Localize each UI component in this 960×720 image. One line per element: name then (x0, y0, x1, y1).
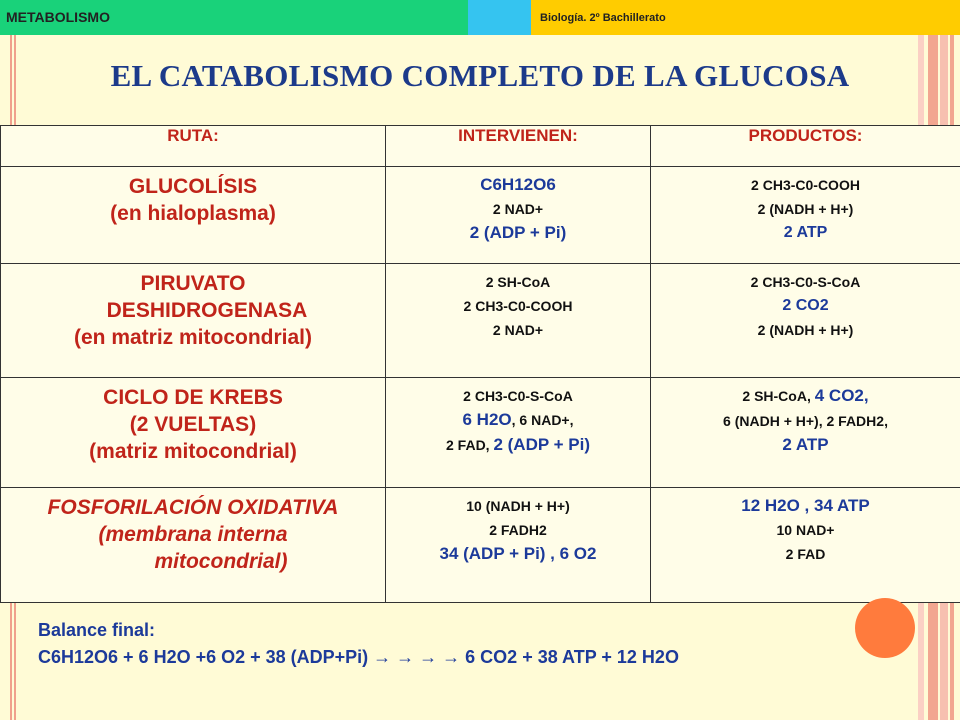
productos-cell: 2 SH-CoA, 4 CO2, 6 (NADH + H+), 2 FADH2, 2 ATP (651, 378, 960, 488)
header-productos: PRODUCTOS: (651, 126, 960, 167)
balance-label: Balance final: (38, 620, 156, 640)
ruta-cell: GLUCOLÍSIS (en hialoplasma) (1, 167, 386, 264)
header-course: Biología. 2º Bachillerato (540, 12, 666, 24)
header-subject: METABOLISMO (6, 9, 110, 25)
table-row (1, 488, 960, 603)
header-band (0, 0, 960, 35)
table-header-row (1, 126, 960, 167)
header-ruta: RUTA: (1, 126, 386, 167)
productos-cell: 12 H2O , 34 ATP 10 NAD+ 2 FAD (651, 488, 960, 603)
productos-cell: 2 CH3-C0-S-CoA 2 CO2 2 (NADH + H+) (651, 264, 960, 378)
balance-equation: C6H12O6 + 6 H2O +6 O2 + 38 (ADP+Pi) → → → → 6 CO2 + 38 ATP + 12 H2O (38, 647, 679, 667)
productos-cell: 2 CH3-C0-COOH 2 (NADH + H+) 2 ATP (651, 167, 960, 264)
table-row (1, 378, 960, 488)
table-row (1, 167, 960, 264)
intervienen-cell: C6H12O6 2 NAD+ 2 (ADP + Pi) (386, 167, 651, 264)
ruta-cell: FOSFORILACIÓN OXIDATIVA (membrana interna mitocondrial) (1, 488, 386, 603)
catabolism-table (0, 125, 960, 603)
intervienen-cell: 10 (NADH + H+) 2 FADH2 34 (ADP + Pi) , 6 O2 (386, 488, 651, 603)
header-intervienen: INTERVIENEN: (386, 126, 651, 167)
header-blue-segment (468, 0, 531, 35)
ruta-cell: CICLO DE KREBS (2 VUELTAS) (matriz mitocondrial) (1, 378, 386, 488)
intervienen-cell: 2 SH-CoA 2 CH3-C0-COOH 2 NAD+ (386, 264, 651, 378)
ruta-cell: PIRUVATO DESHIDROGENASA (en matriz mitocondrial) (1, 264, 386, 378)
decorative-circle (855, 598, 915, 658)
balance-block (38, 617, 679, 671)
intervienen-cell: 2 CH3-C0-S-CoA 6 H2O, 6 NAD+, 2 FAD, 2 (ADP + Pi) (386, 378, 651, 488)
page-title: EL CATABOLISMO COMPLETO DE LA GLUCOSA (110, 58, 850, 93)
table-row (1, 264, 960, 378)
